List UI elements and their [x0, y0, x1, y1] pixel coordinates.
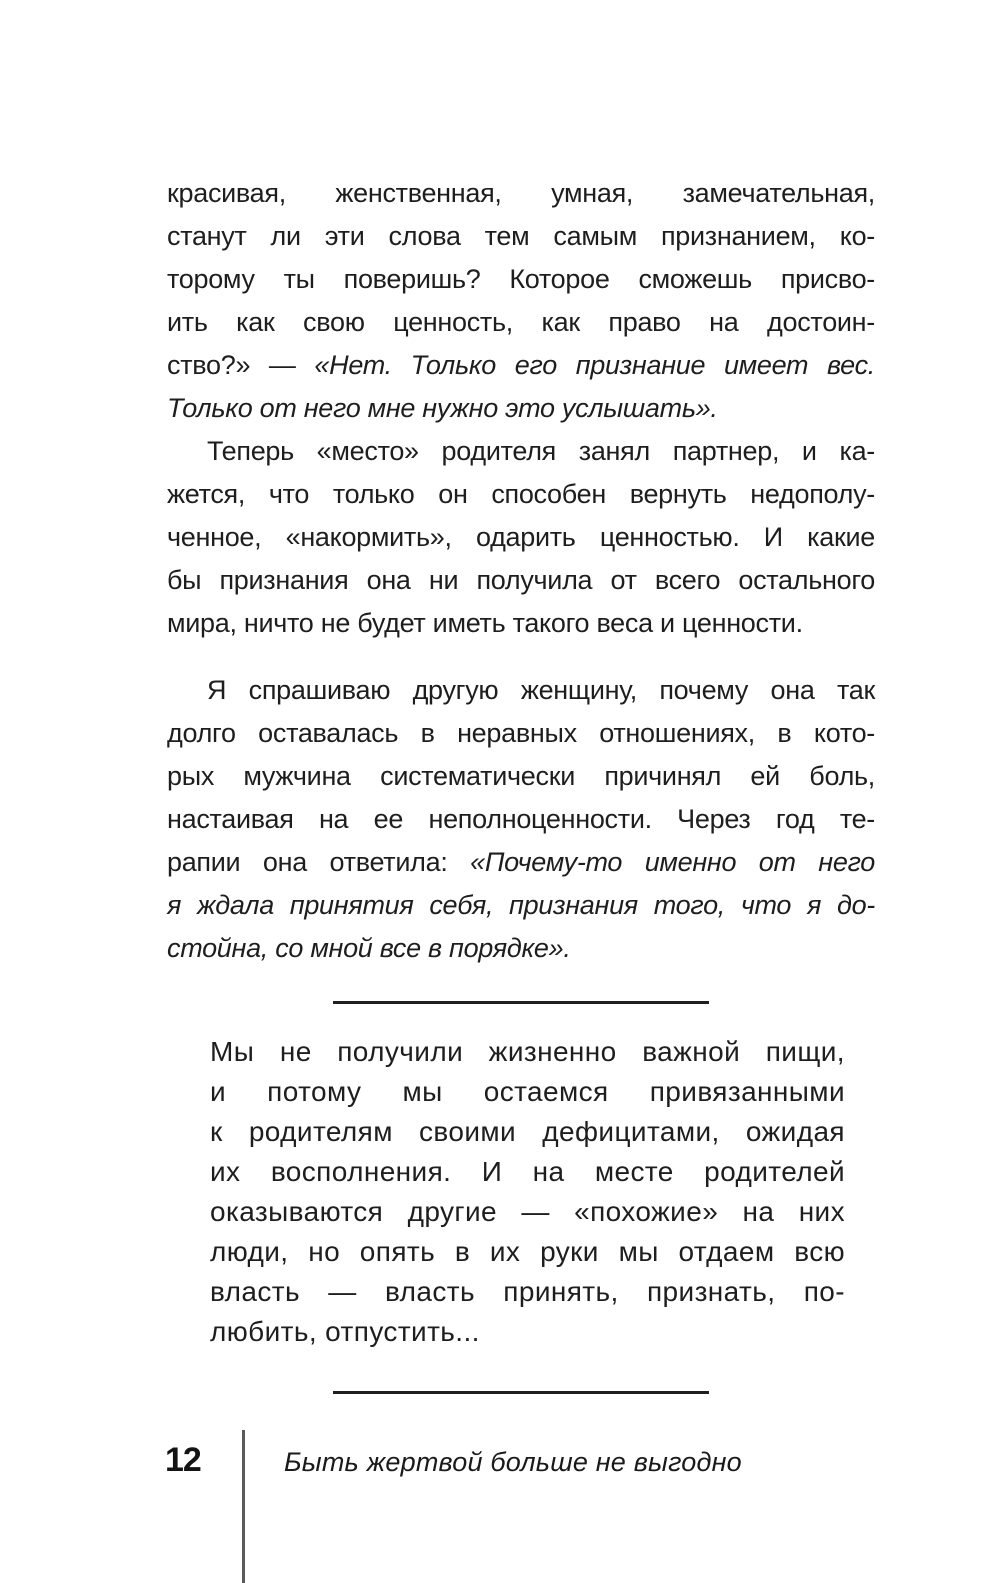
page-content	[167, 172, 875, 1394]
paragraph-2	[167, 430, 875, 645]
text-segment: бы признания она ни получила от всего остального	[167, 565, 875, 595]
text-line	[167, 516, 875, 559]
text-segment: долго оставалась в неравных отношениях, в кото-	[167, 718, 875, 748]
text-segment: Я спрашиваю другую женщину, почему она так	[207, 675, 875, 705]
text-segment: ченное, «накормить», одарить ценностью. И какие	[167, 522, 875, 552]
text-segment: торому ты поверишь? Которое сможешь присво-	[167, 264, 875, 294]
text-segment: их восполнения. И на месте родителей	[210, 1156, 845, 1187]
text-segment: к родителям своими дефицитами, ожидая	[210, 1116, 845, 1147]
page-footer	[0, 1430, 1000, 1583]
text-line	[167, 258, 875, 301]
paragraph-1	[167, 172, 875, 430]
italic-text-segment: стойна, со мной все в порядке».	[167, 933, 571, 963]
text-segment: власть — власть принять, признать, по-	[210, 1276, 845, 1307]
paragraph-3	[167, 669, 875, 970]
text-line	[167, 798, 875, 841]
body-text	[167, 172, 875, 970]
text-line	[167, 602, 875, 645]
text-line	[167, 387, 875, 430]
text-segment: станут ли эти слова тем самым признанием, ко-	[167, 221, 875, 251]
running-title: Быть жертвой больше не выгодно	[284, 1447, 742, 1477]
text-segment: мира, ничто не будет иметь такого веса и ценности.	[167, 608, 803, 638]
italic-text-segment: «Нет. Только его признание имеет вес.	[314, 350, 875, 380]
section-divider-bottom	[333, 1391, 709, 1394]
text-segment: любить, отпустить...	[210, 1316, 480, 1347]
text-line	[167, 755, 875, 798]
italic-text-segment: «Почему-то именно от него	[470, 847, 875, 877]
text-segment: люди, но опять в их руки мы отдаем всю	[210, 1236, 845, 1267]
text-segment: ить как свою ценность, как право на достоин-	[167, 307, 875, 337]
text-line	[167, 559, 875, 602]
text-line	[167, 841, 875, 884]
text-segment: оказываются другие — «похожие» на них	[210, 1196, 845, 1227]
text-segment: рапии она ответила:	[167, 847, 471, 877]
text-line	[167, 473, 875, 516]
text-line	[167, 927, 875, 970]
text-line	[210, 1112, 845, 1152]
section-divider-top	[333, 1001, 709, 1004]
text-line	[167, 172, 875, 215]
italic-text-segment: я ждала принятия себя, признания того, что я до-	[167, 890, 875, 920]
text-segment: красивая, женственная, умная, замечательная,	[167, 178, 875, 208]
text-line	[167, 430, 875, 473]
text-line	[167, 344, 875, 387]
text-line	[167, 669, 875, 712]
text-segment: Теперь «место» родителя занял партнер, и ка-	[207, 436, 875, 466]
text-line	[210, 1312, 845, 1352]
italic-text-segment: Только от него мне нужно это услышать».	[167, 393, 718, 423]
text-segment: Мы не получили жизненно важной пищи,	[210, 1036, 845, 1067]
text-line	[210, 1152, 845, 1192]
text-line	[167, 301, 875, 344]
text-line	[167, 884, 875, 927]
text-segment: и потому мы остаемся привязанными	[210, 1076, 845, 1107]
text-segment: настаивая на ее неполноценности. Через год те-	[167, 804, 875, 834]
text-line	[210, 1032, 845, 1072]
text-line	[167, 215, 875, 258]
block-quote	[210, 1032, 845, 1352]
text-line	[210, 1232, 845, 1272]
text-line	[167, 712, 875, 755]
text-segment: ство?» —	[167, 350, 315, 380]
text-line	[210, 1272, 845, 1312]
page-number: 12	[165, 1441, 201, 1479]
text-line	[210, 1192, 845, 1232]
text-segment: рых мужчина систематически причинял ей боль,	[167, 761, 875, 791]
footer-vertical-rule	[242, 1430, 245, 1583]
text-line	[210, 1072, 845, 1112]
text-segment: жется, что только он способен вернуть недополу-	[167, 479, 875, 509]
